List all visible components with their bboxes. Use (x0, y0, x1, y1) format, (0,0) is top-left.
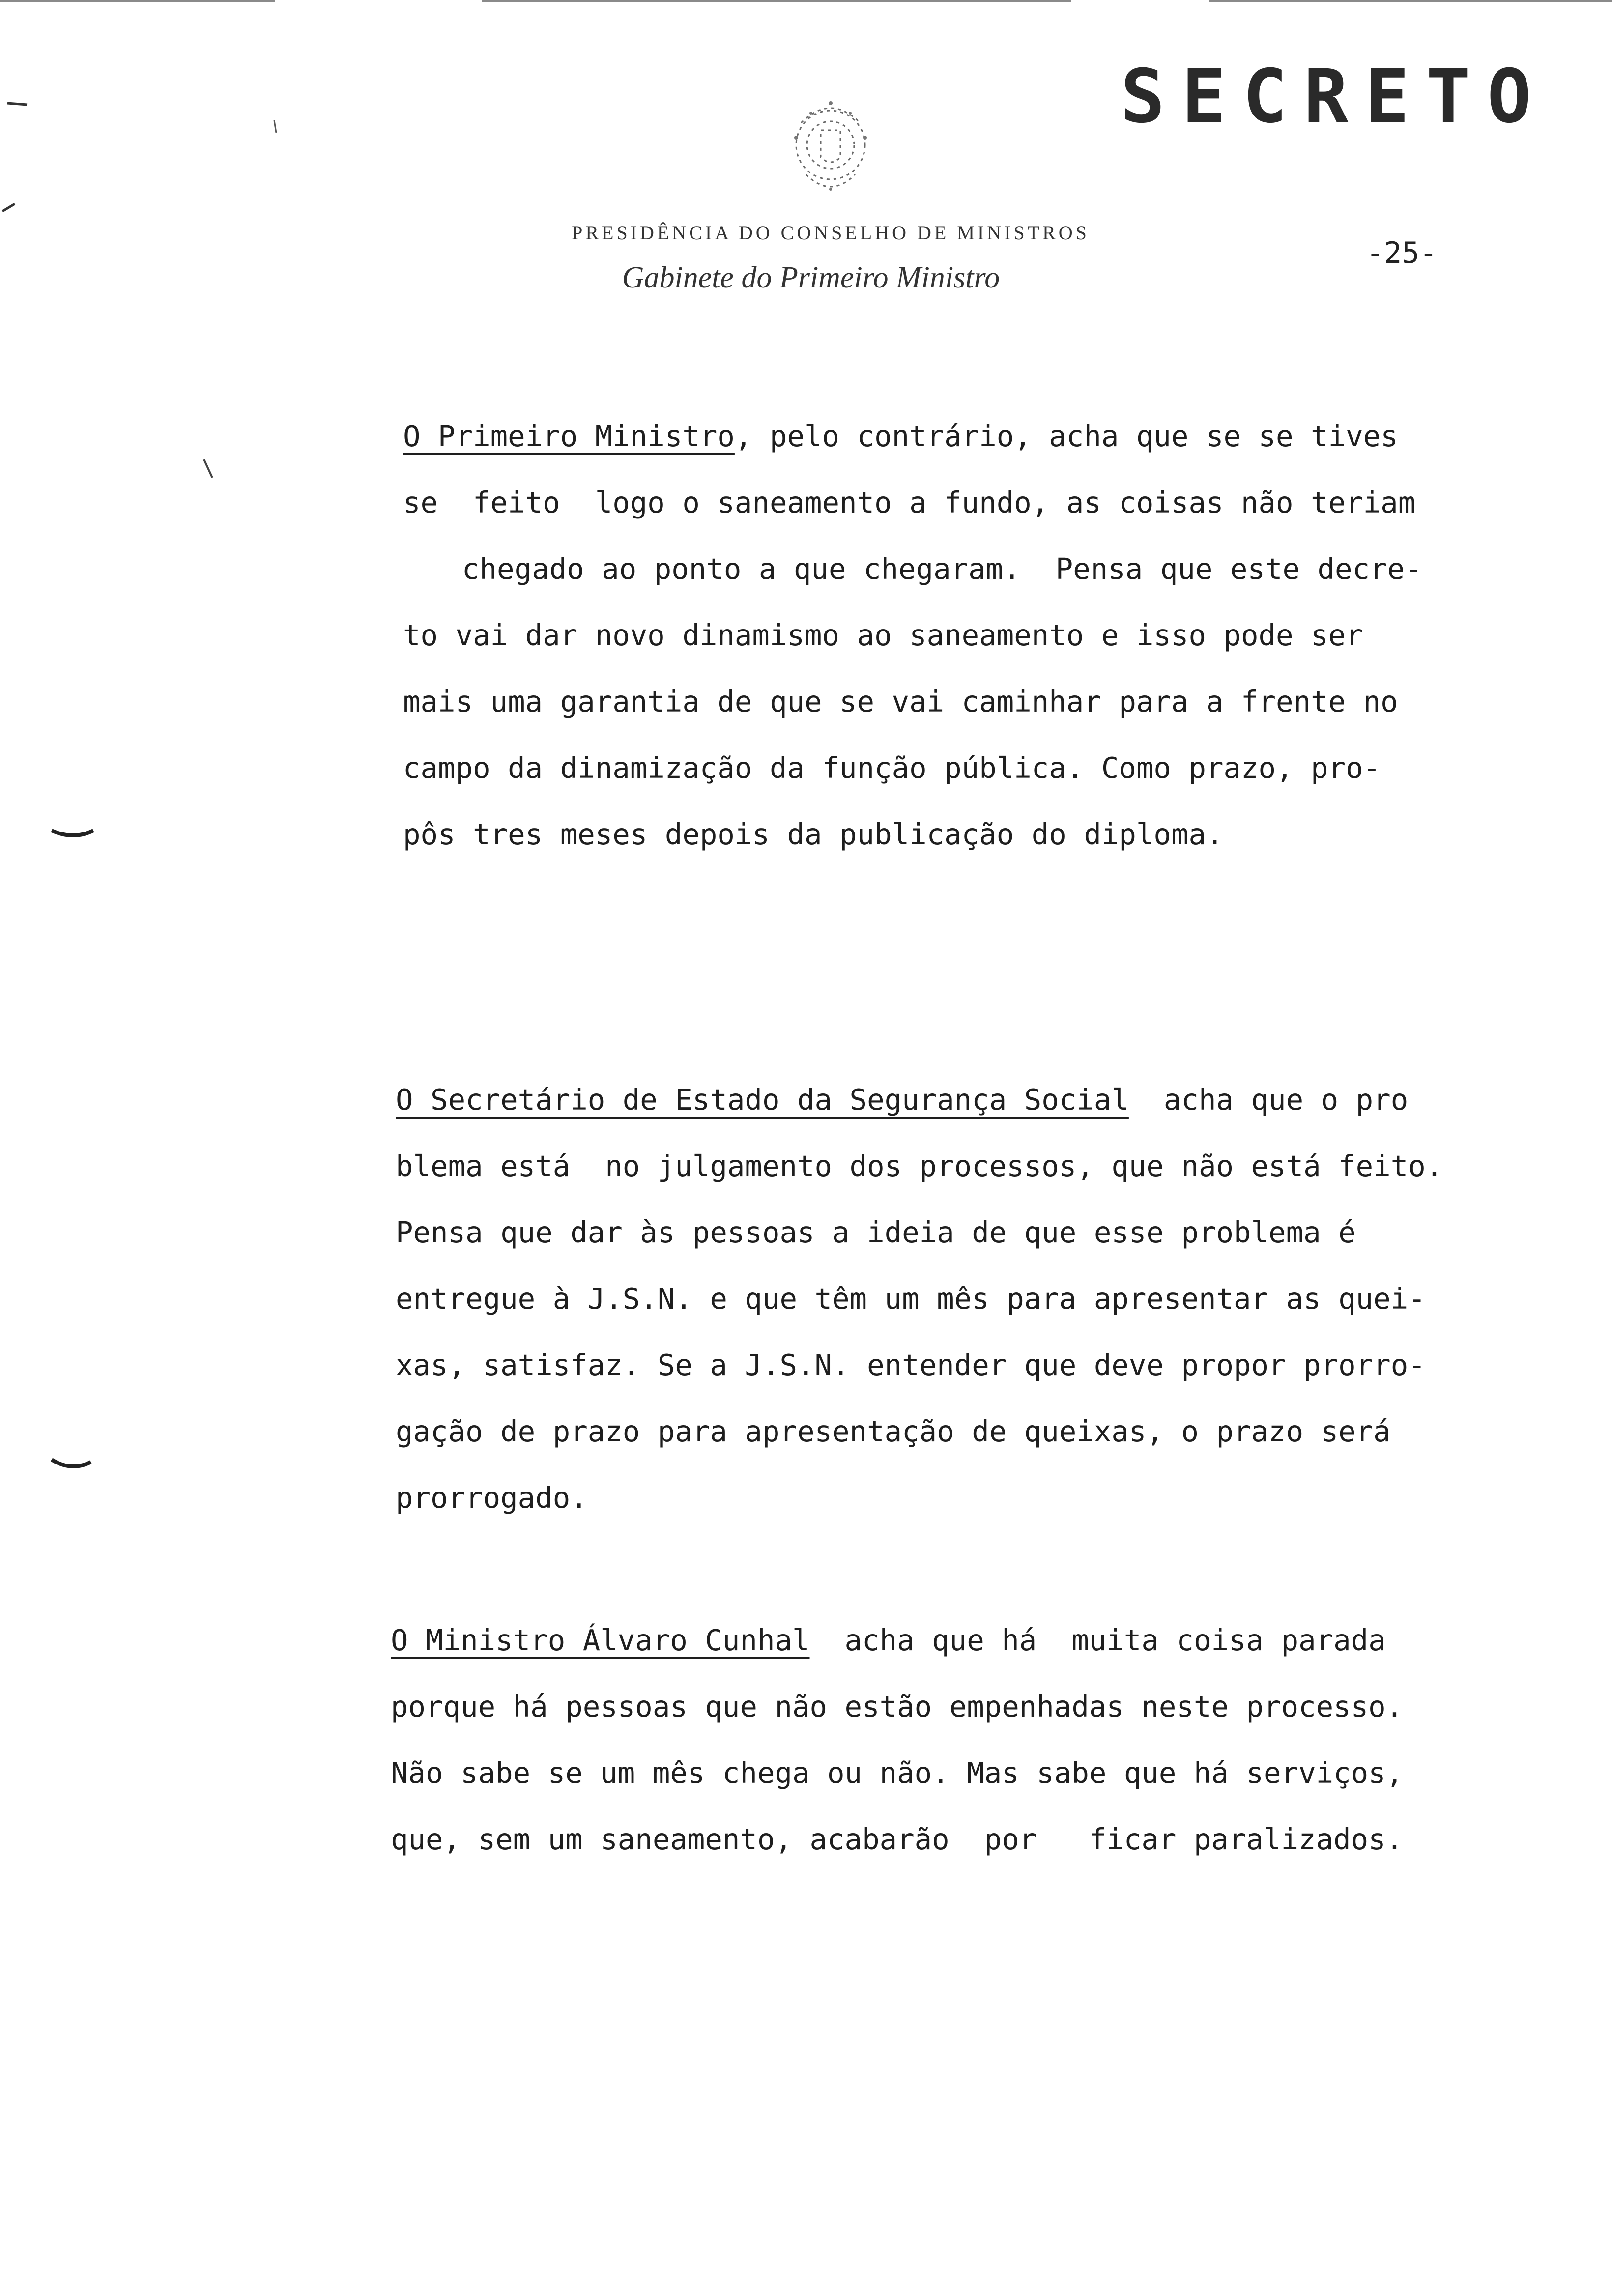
paragraph-line: entregue à J.S.N. e que têm um mês para apresentar as quei- (396, 1282, 1426, 1316)
paragraph-line (403, 403, 1553, 469)
minutes-paragraph (396, 1066, 1546, 1531)
line-text: , pelo contrário, acha que se se tives (734, 419, 1398, 453)
paragraph-line: que, sem um saneamento, acabarão por ficar paralizados. (391, 1822, 1404, 1856)
classification-stamp: SECRETO (1121, 54, 1549, 140)
paragraph-line: pôs tres meses depois da publicação do diploma. (403, 817, 1224, 851)
scan-mark (49, 826, 98, 845)
line-text: acha que o pro (1128, 1083, 1409, 1117)
paragraph-line: prorrogado. (396, 1481, 588, 1515)
paragraph-line: gação de prazo para apresentação de queixas, o prazo será (396, 1414, 1391, 1448)
paragraph-line: chegado ao ponto a que chegaram. Pensa que este decre- (462, 552, 1422, 586)
speaker-name: O Ministro Álvaro Cunhal (391, 1623, 810, 1657)
speaker-name: O Primeiro Ministro (403, 419, 735, 453)
paragraph-line: xas, satisfaz. Se a J.S.N. entender que deve propor prorro- (396, 1348, 1426, 1382)
paragraph-line: porque há pessoas que não estão empenhadas neste processo. (391, 1690, 1404, 1723)
paragraph-line: blema está no julgamento dos processos, que não está feito. (396, 1149, 1443, 1183)
paragraph-line: Pensa que dar às pessoas a ideia de que esse problema é (396, 1215, 1356, 1249)
top-edge-rule (0, 0, 275, 2)
paragraph-line: Não sabe se um mês chega ou não. Mas sabe que há serviços, (391, 1756, 1404, 1790)
scan-mark (270, 118, 280, 138)
paragraph-line: to vai dar novo dinamismo ao saneamento e isso pode ser (403, 618, 1363, 652)
paragraph-line (391, 1607, 1541, 1673)
paragraph-line: mais uma garantia de que se vai caminhar para a frente no (403, 685, 1398, 718)
top-edge-rule (1209, 0, 1612, 2)
top-edge-rule (482, 0, 1071, 2)
minutes-paragraph (403, 403, 1553, 867)
speaker-name: O Secretário de Estado da Segurança Social (396, 1083, 1129, 1117)
paragraph-line: campo da dinamização da função pública. Como prazo, pro- (403, 751, 1381, 785)
scan-mark (202, 457, 216, 482)
paragraph-line (396, 1066, 1546, 1133)
page-number: -25- (1366, 236, 1438, 270)
line-text: acha que há muita coisa parada (809, 1623, 1386, 1657)
letterhead-department: Gabinete do Primeiro Ministro (622, 261, 1000, 294)
letterhead-institution: PRESIDÊNCIA DO CONSELHO DE MINISTROS (572, 222, 1090, 244)
scan-mark (49, 1455, 98, 1479)
paragraph-line: se feito logo o saneamento a fundo, as coisas não teriam (403, 486, 1416, 519)
coat-of-arms-seal-icon (767, 84, 894, 206)
minutes-paragraph (391, 1607, 1541, 1872)
scan-mark (0, 187, 20, 216)
scan-mark (5, 96, 34, 111)
